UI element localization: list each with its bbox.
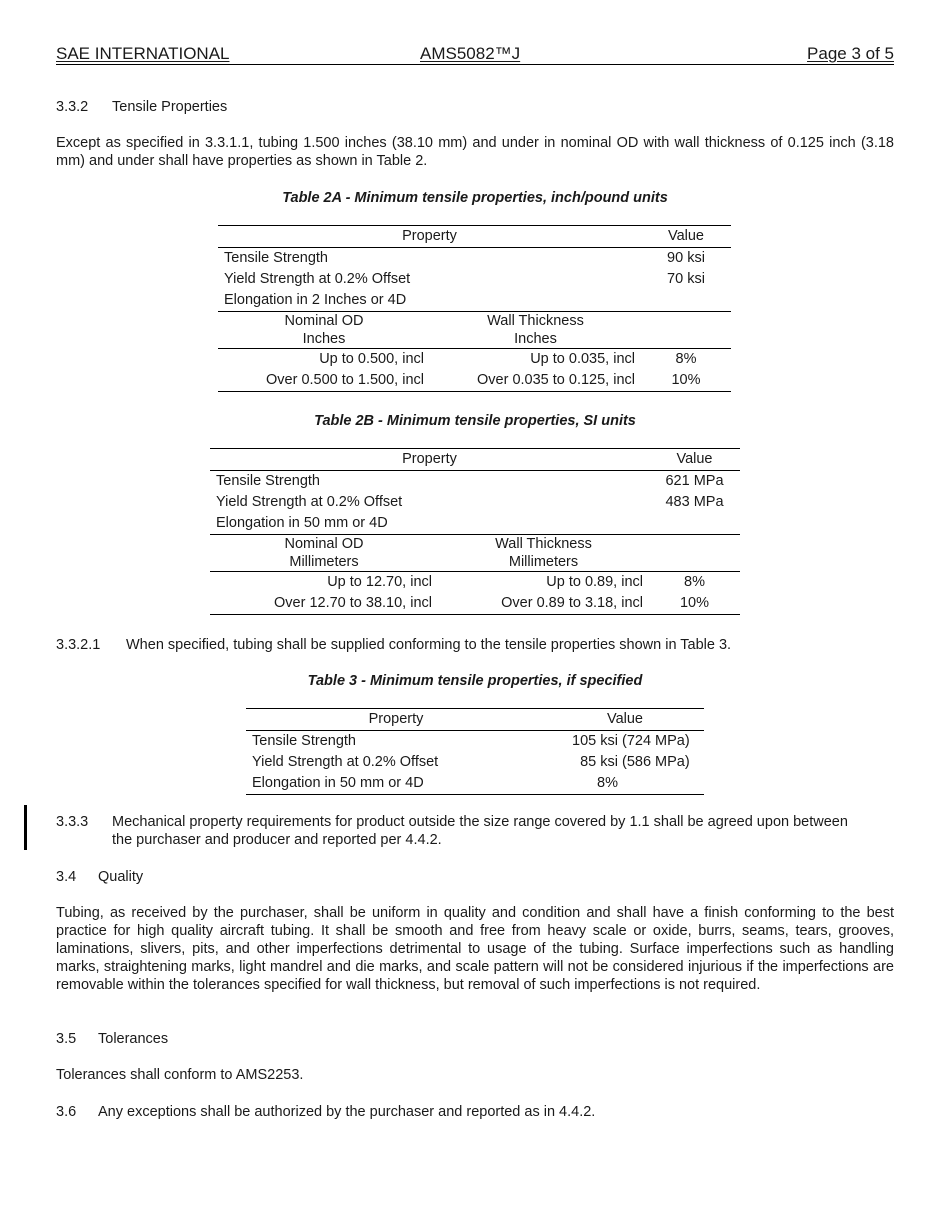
wall-cell: Over 0.035 to 0.125, incl bbox=[430, 370, 641, 392]
wall-cell: Up to 0.035, incl bbox=[530, 351, 635, 367]
value-cell: 8% bbox=[684, 574, 705, 590]
value-ksi-cell: 85 ksi bbox=[580, 754, 618, 770]
section-3-3-2-1-text: When specified, tubing shall be supplied conforming to the tensile properties shown in Table 3. bbox=[126, 637, 732, 653]
property-cell: Elongation in 2 Inches or 4D bbox=[218, 290, 641, 312]
nominal-od-unit: Inches bbox=[218, 330, 430, 349]
section-3-3-2-number: 3.3.2 bbox=[56, 99, 89, 115]
wall-thickness-header: Wall Thickness bbox=[495, 536, 592, 552]
table-2a-caption: Table 2A - Minimum tensile properties, inch/pound units bbox=[282, 190, 668, 206]
section-3-3-2-1-number: 3.3.2.1 bbox=[56, 637, 101, 653]
header-document-number: AMS5082™J bbox=[420, 44, 521, 63]
table-3 bbox=[246, 708, 704, 795]
table-row bbox=[218, 370, 731, 392]
section-3-6-number: 3.6 bbox=[56, 1104, 77, 1120]
value-cell: 483 MPa bbox=[665, 494, 724, 510]
table-header-row bbox=[246, 709, 704, 731]
wall-cell: Up to 0.89, incl bbox=[546, 574, 643, 590]
value-mpa-cell bbox=[620, 773, 704, 795]
table-row bbox=[210, 572, 740, 594]
wall-thickness-unit: Millimeters bbox=[438, 553, 649, 572]
table-row bbox=[218, 269, 731, 290]
table-header-row bbox=[218, 226, 731, 248]
value-cell: 10% bbox=[641, 370, 731, 392]
nominal-od-header: Nominal OD bbox=[284, 313, 364, 329]
revision-change-bar bbox=[24, 805, 27, 850]
value-cell: 621 MPa bbox=[665, 473, 724, 489]
table-2b-value-header: Value bbox=[649, 449, 740, 471]
table-row bbox=[218, 349, 731, 371]
section-3-5-title: Tolerances bbox=[98, 1031, 169, 1047]
table-2a-value-header: Value bbox=[641, 226, 731, 248]
table-row bbox=[218, 248, 731, 270]
table-row bbox=[218, 290, 731, 312]
header-page-number: Page 3 of 5 bbox=[807, 44, 894, 63]
section-3-3-2-title: Tensile Properties bbox=[112, 99, 228, 115]
property-cell: Tensile Strength bbox=[224, 250, 328, 266]
section-3-4-text: Tubing, as received by the purchaser, shall be uniform in quality and condition and shall have a finish conforming to the best practice for high quality aircraft tubing. It shall be smooth and free from heavy scale or oxide, burrs, seams, tears, grooves, laminations, slivers, pits, and other imperfections detrimental to usage of the tubing. Surface imperfections such as handling marks, straightening marks, light mandrel and die marks, and scale pattern will not be considered injurious if the imperfections are removable within the tolerances specified for wall thickness, but removal of such imperfections is not required. bbox=[56, 905, 894, 993]
property-cell: Yield Strength at 0.2% Offset bbox=[252, 754, 439, 770]
od-cell: Up to 12.70, incl bbox=[327, 574, 432, 590]
table-2a-property-header: Property bbox=[218, 226, 641, 248]
table-subheader-row bbox=[210, 553, 740, 572]
section-3-5-text: Tolerances shall conform to AMS2253. bbox=[56, 1067, 304, 1083]
value-mpa-cell: (724 MPa) bbox=[622, 733, 690, 749]
table-header-row bbox=[210, 449, 740, 471]
table-row bbox=[210, 492, 740, 513]
section-3-6-text: Any exceptions shall be authorized by the purchaser and reported as in 4.4.2. bbox=[98, 1104, 596, 1120]
section-3-3-2-text: Except as specified in 3.3.1.1, tubing 1.500 inches (38.10 mm) and under in nominal OD with wall thickness of 0.125 inch (3.18 mm) and under shall have properties as shown in Table 2. bbox=[56, 135, 894, 169]
table-row bbox=[246, 731, 704, 753]
page-header bbox=[56, 44, 894, 65]
wall-thickness-unit: Inches bbox=[430, 330, 641, 349]
table-subheader-row bbox=[218, 330, 731, 349]
value-cell: 90 ksi bbox=[667, 250, 705, 266]
table-3-property-header: Property bbox=[246, 709, 546, 731]
table-2b bbox=[210, 448, 740, 615]
section-3-4-number: 3.4 bbox=[56, 869, 77, 885]
header-organization: SAE INTERNATIONAL bbox=[56, 44, 230, 63]
value-cell bbox=[649, 513, 740, 535]
value-cell: 10% bbox=[649, 593, 740, 615]
table-2a bbox=[218, 225, 731, 392]
table-row bbox=[210, 513, 740, 535]
value-ksi-cell: 8% bbox=[546, 773, 620, 795]
section-3-3-3-number: 3.3.3 bbox=[56, 814, 89, 830]
od-cell: Over 12.70 to 38.10, incl bbox=[210, 593, 438, 615]
table-2b-caption: Table 2B - Minimum tensile properties, SI units bbox=[314, 413, 636, 429]
property-cell: Tensile Strength bbox=[216, 473, 320, 489]
section-3-5-number: 3.5 bbox=[56, 1031, 77, 1047]
table-subheader-row bbox=[218, 312, 731, 331]
nominal-od-header: Nominal OD bbox=[284, 536, 364, 552]
value-cell bbox=[641, 290, 731, 312]
section-3-4-title: Quality bbox=[98, 869, 144, 885]
table-3-caption: Table 3 - Minimum tensile properties, if specified bbox=[307, 673, 643, 689]
wall-thickness-header: Wall Thickness bbox=[487, 313, 584, 329]
property-cell: Elongation in 50 mm or 4D bbox=[246, 773, 546, 795]
table-3-value-header: Value bbox=[546, 709, 704, 731]
table-row bbox=[210, 471, 740, 493]
table-row bbox=[246, 773, 704, 795]
table-subheader-row bbox=[210, 535, 740, 554]
property-cell: Yield Strength at 0.2% Offset bbox=[224, 271, 411, 287]
section-3-3-3-text-line-2: the purchaser and producer and reported per 4.4.2. bbox=[112, 832, 442, 848]
wall-cell: Over 0.89 to 3.18, incl bbox=[438, 593, 649, 615]
value-ksi-cell: 105 ksi bbox=[572, 733, 618, 749]
value-mpa-cell: (586 MPa) bbox=[622, 754, 690, 770]
value-cell: 8% bbox=[675, 351, 697, 367]
nominal-od-unit: Millimeters bbox=[210, 553, 438, 572]
od-cell: Up to 0.500, incl bbox=[319, 351, 424, 367]
property-cell: Elongation in 50 mm or 4D bbox=[210, 513, 649, 535]
value-cell: 70 ksi bbox=[667, 271, 705, 287]
property-cell: Tensile Strength bbox=[252, 733, 356, 749]
table-row bbox=[246, 752, 704, 773]
table-row bbox=[210, 593, 740, 615]
property-cell: Yield Strength at 0.2% Offset bbox=[216, 494, 403, 510]
od-cell: Over 0.500 to 1.500, incl bbox=[218, 370, 430, 392]
table-2b-property-header: Property bbox=[210, 449, 649, 471]
section-3-3-3-text-line-1: Mechanical property requirements for product outside the size range covered by 1.1 shall be agreed upon between bbox=[112, 814, 848, 830]
